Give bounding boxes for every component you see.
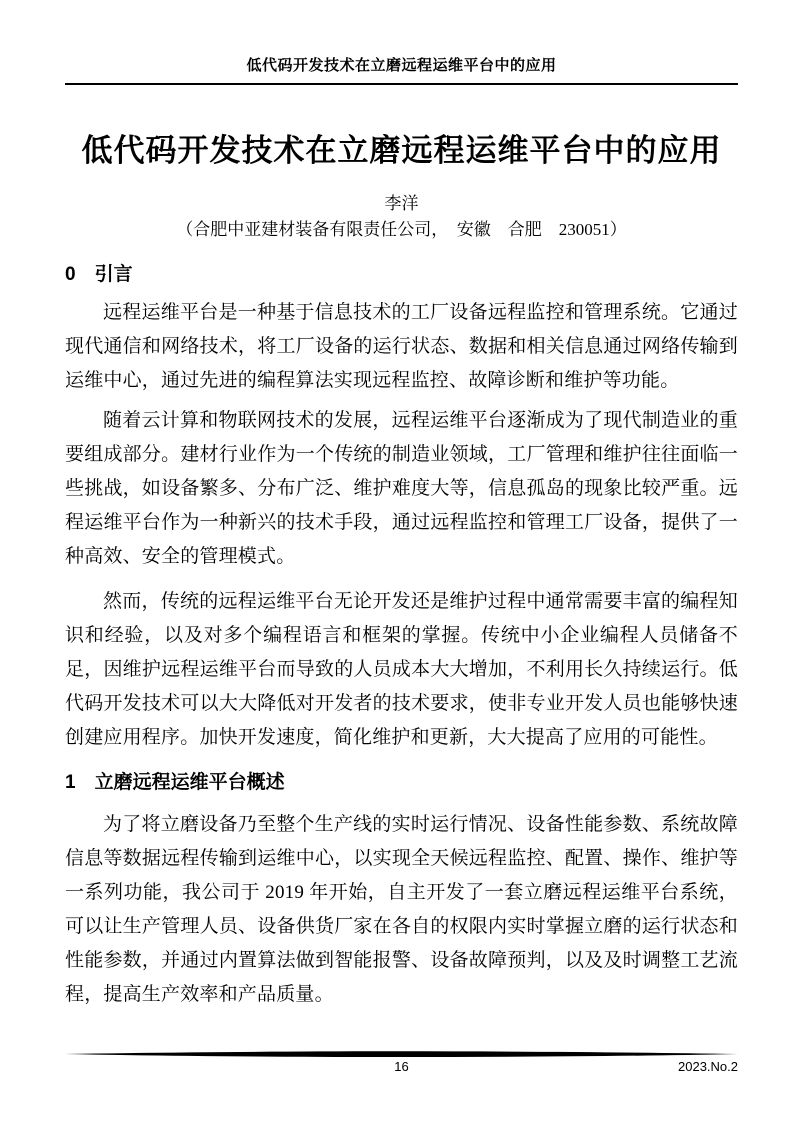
author-affiliation: （合肥中亚建材装备有限责任公司， 安徽 合肥 230051） bbox=[176, 220, 627, 239]
section-heading-platform-overview: 1 立磨远程运维平台概述 bbox=[65, 772, 285, 793]
page-footer bbox=[65, 1050, 738, 1075]
footer-row bbox=[65, 1059, 738, 1075]
paragraph: 为了将立磨设备乃至整个生产线的实时运行情况、设备性能参数、系统故障信息等数据远程传输到运维中心，以实现全天候远程监控、配置、操作、维护等一系列功能，我公司于 2019 年开始，自主开发了一套立磨远程运维平台系统，可以让生产管理人员、设备供货厂家在各自的权限内实时掌握立磨的运行状态和性能参数，并通过内置算法做到智能报警、设备故障预判，以及及时调整工艺流程，提高生产效率和产品质量。 bbox=[65, 814, 738, 1005]
section-heading-introduction: 0 引言 bbox=[65, 264, 133, 285]
running-header bbox=[65, 0, 738, 85]
paper-title: 低代码开发技术在立磨远程运维平台中的应用 bbox=[81, 133, 722, 168]
running-header-title: 低代码开发技术在立磨远程运维平台中的应用 bbox=[246, 58, 557, 74]
footer-rule bbox=[65, 1050, 738, 1058]
paragraph: 远程运维平台是一种基于信息技术的工厂设备远程监控和管理系统。它通过现代通信和网络技术，将工厂设备的运行状态、数据和相关信息通过网络传输到运维中心，通过先进的编程算法实现远程监控、故障诊断和维护等功能。 bbox=[65, 302, 738, 391]
author-name: 李洋 bbox=[384, 194, 419, 213]
issue-label: 2023.No.2 bbox=[678, 1059, 738, 1074]
page-number: 16 bbox=[394, 1059, 409, 1074]
paragraph: 然而，传统的远程运维平台无论开发还是维护过程中通常需要丰富的编程知识和经验，以及对多个编程语言和框架的掌握。传统中小企业编程人员储备不足，因维护远程运维平台而导致的人员成本大大增加，不利用长久持续运行。低代码开发技术可以大大降低对开发者的技术要求，使非专业开发人员也能够快速创建应用程序。加快开发速度，简化维护和更新，大大提高了应用的可能性。 bbox=[65, 591, 738, 748]
paragraph: 随着云计算和物联网技术的发展，远程运维平台逐渐成为了现代制造业的重要组成部分。建材行业作为一个传统的制造业领域，工厂管理和维护往往面临一些挑战，如设备繁多、分布广泛、维护难度大等，信息孤岛的现象比较严重。远程运维平台作为一种新兴的技术手段，通过远程监控和管理工厂设备，提供了一种高效、安全的管理模式。 bbox=[65, 410, 738, 567]
page-content bbox=[65, 0, 738, 1012]
